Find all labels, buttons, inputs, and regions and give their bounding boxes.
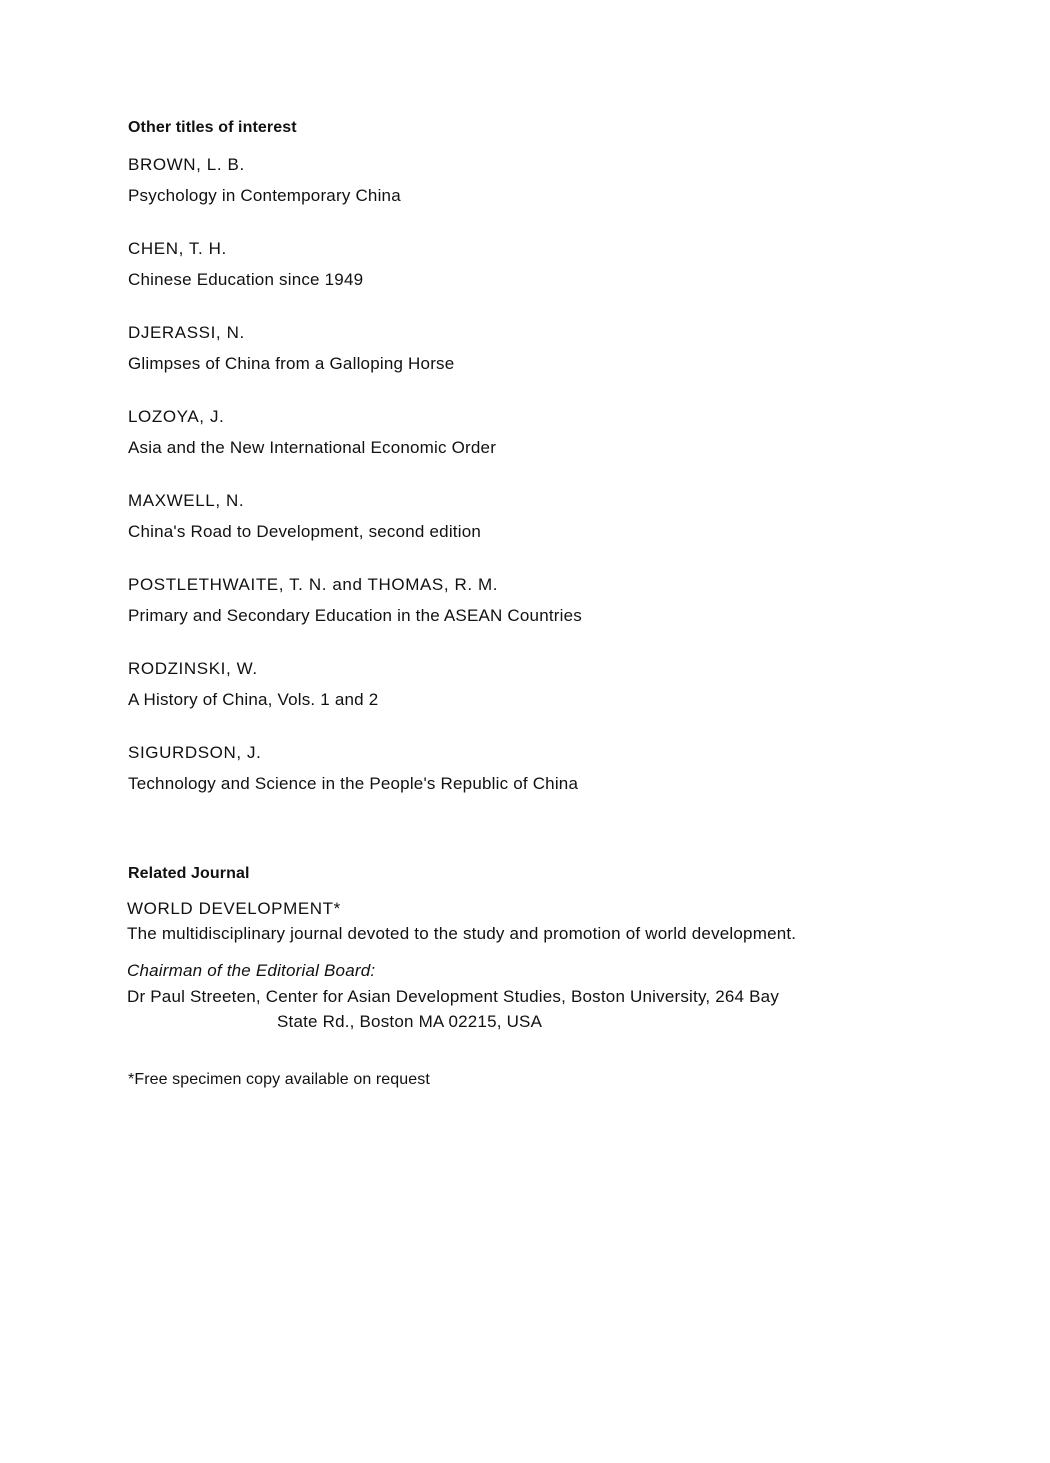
entry-author: CHEN, T. H. xyxy=(128,239,227,258)
entry-author: RODZINSKI, W. xyxy=(128,659,258,678)
title-entry-brown xyxy=(128,149,401,211)
footnote: *Free specimen copy available on request xyxy=(128,1071,430,1088)
entry-title: Glimpses of China from a Galloping Horse xyxy=(128,354,455,373)
title-entry-sigurdson xyxy=(128,737,578,799)
title-entry-rodzinski xyxy=(128,653,378,715)
other-titles-heading: Other titles of interest xyxy=(128,119,297,136)
entry-title: Primary and Secondary Education in the ASEAN Countries xyxy=(128,606,582,625)
title-entry-lozoya xyxy=(128,401,496,463)
entry-title: Asia and the New International Economic Order xyxy=(128,438,497,457)
entry-title: Psychology in Contemporary China xyxy=(128,186,401,205)
entry-author: SIGURDSON, J. xyxy=(128,743,262,762)
entry-title: Technology and Science in the People's Republic of China xyxy=(128,774,579,793)
title-entry-djerassi xyxy=(128,317,454,379)
entry-author: LOZOYA, J. xyxy=(128,407,225,426)
entry-author: MAXWELL, N. xyxy=(128,491,245,510)
chairman-label: Chairman of the Editorial Board: xyxy=(127,961,376,980)
chairman-address-line1: Dr Paul Streeten, Center for Asian Development Studies, Boston University, 264 Bay xyxy=(127,987,780,1006)
entry-title: China's Road to Development, second edition xyxy=(128,522,481,541)
title-entry-maxwell xyxy=(128,485,481,547)
title-entry-chen xyxy=(128,233,363,295)
entry-author: DJERASSI, N. xyxy=(128,323,245,342)
entry-title: A History of China, Vols. 1 and 2 xyxy=(128,690,379,709)
entry-title: Chinese Education since 1949 xyxy=(128,270,364,289)
related-journal-heading: Related Journal xyxy=(128,865,250,882)
chairman-address-line2: State Rd., Boston MA 02215, USA xyxy=(277,1012,543,1031)
journal-name: WORLD DEVELOPMENT* xyxy=(127,899,341,918)
entry-author: POSTLETHWAITE, T. N. and THOMAS, R. M. xyxy=(128,575,499,594)
journal-description: The multidisciplinary journal devoted to the study and promotion of world development. xyxy=(127,924,797,943)
entry-author: BROWN, L. B. xyxy=(128,155,245,174)
title-entry-postlethwaite xyxy=(128,569,582,631)
